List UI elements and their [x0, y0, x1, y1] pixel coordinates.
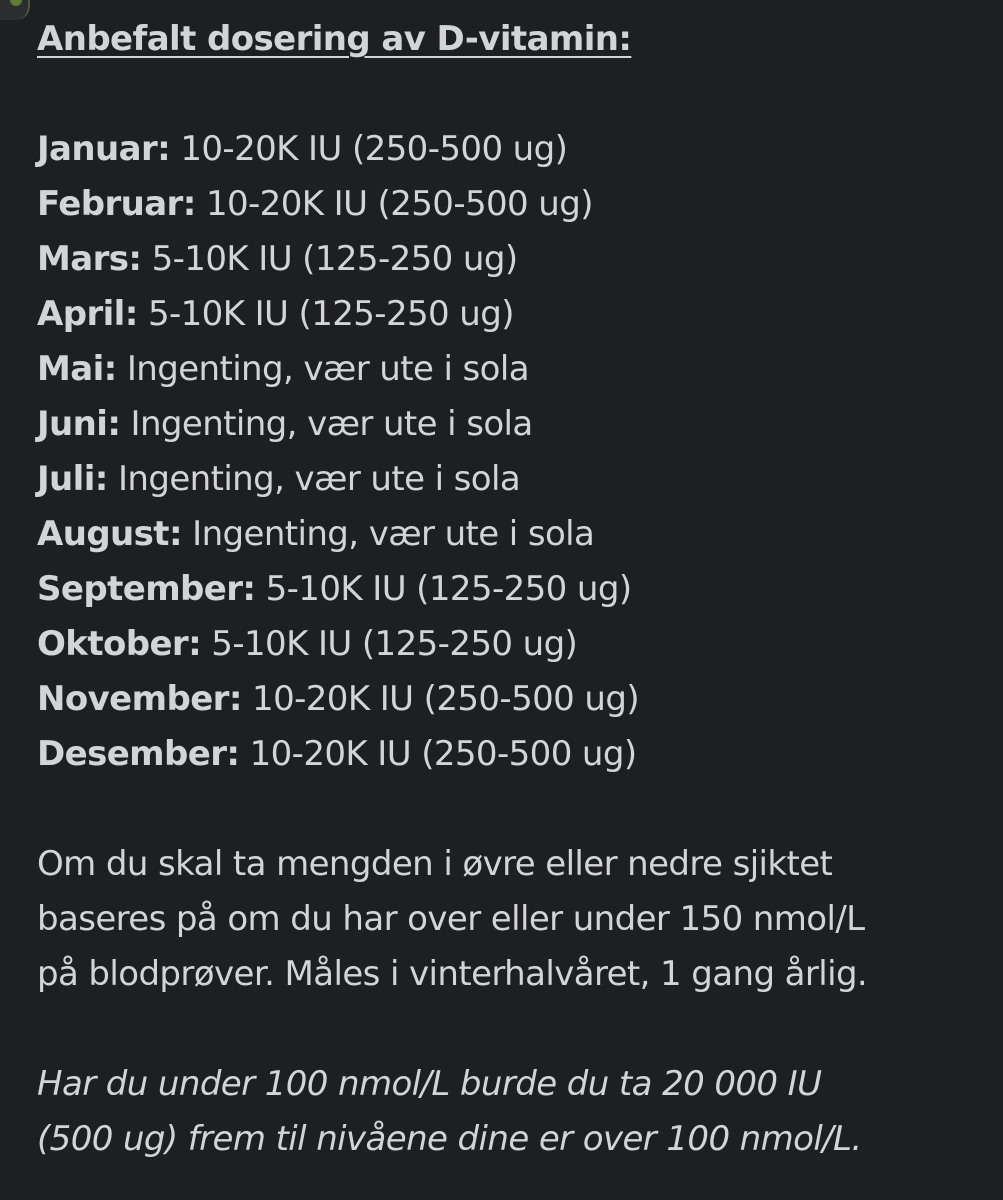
dose-value: 10-20K IU (250-500 ug) — [241, 679, 639, 719]
dosage-row-juli — [37, 452, 963, 507]
dose-value: 5-10K IU (125-250 ug) — [137, 294, 514, 334]
dosage-row-desember — [37, 727, 963, 782]
dosage-row-september — [37, 562, 963, 617]
blank-line — [37, 67, 963, 122]
dose-value: Ingenting, vær ute i sola — [120, 404, 533, 444]
dosage-row-april — [37, 287, 963, 342]
note-line: på blodprøver. Måles i vinterhalvåret, 1 gang årlig. — [37, 954, 868, 994]
low-level-note — [37, 1057, 963, 1167]
month-label: Juni: — [37, 404, 121, 444]
dose-value: 10-20K IU (250-500 ug) — [239, 734, 637, 774]
dosage-row-februar — [37, 177, 963, 232]
avatar[interactable] — [0, 0, 30, 20]
dosage-row-juni — [37, 397, 963, 452]
dosage-row-august — [37, 507, 963, 562]
month-label: November: — [37, 679, 242, 719]
dose-value: Ingenting, vær ute i sola — [181, 514, 595, 554]
dose-value: Ingenting, vær ute i sola — [107, 459, 521, 499]
month-label: Desember: — [37, 734, 240, 774]
italic-line: (500 ug) frem til nivåene dine er over 100 nmol/L. — [37, 1119, 862, 1159]
dose-value: Ingenting, vær ute i sola — [116, 349, 529, 389]
dose-value: 10-20K IU (250-500 ug) — [195, 184, 593, 224]
month-label: Mars: — [37, 239, 142, 279]
dose-value: 5-10K IU (125-250 ug) — [255, 569, 632, 609]
dosage-row-mai — [37, 342, 963, 397]
month-label: August: — [37, 514, 182, 554]
dosage-row-januar — [37, 122, 963, 177]
month-label: April: — [37, 294, 138, 334]
dosage-row-mars — [37, 232, 963, 287]
note-line: baseres på om du har over eller under 150 nmol/L — [37, 899, 865, 939]
message-heading: Anbefalt dosering av D-vitamin: — [37, 19, 632, 59]
dose-value: 10-20K IU (250-500 ug) — [170, 129, 568, 169]
month-label: Februar: — [37, 184, 196, 224]
dose-value: 5-10K IU (125-250 ug) — [201, 624, 578, 664]
dosage-row-oktober — [37, 617, 963, 672]
dosage-note — [37, 837, 963, 1002]
dosage-row-november — [37, 672, 963, 727]
month-label: Juli: — [37, 459, 108, 499]
month-label: Mai: — [37, 349, 117, 389]
month-label: Januar: — [37, 129, 171, 169]
italic-line: Har du under 100 nmol/L burde du ta 20 000 IU — [37, 1064, 822, 1104]
note-line: Om du skal ta mengden i øvre eller nedre sjiktet — [37, 844, 833, 884]
dose-value: 5-10K IU (125-250 ug) — [141, 239, 518, 279]
dosage-list — [37, 122, 963, 782]
month-label: Oktober: — [37, 624, 202, 664]
month-label: September: — [37, 569, 256, 609]
